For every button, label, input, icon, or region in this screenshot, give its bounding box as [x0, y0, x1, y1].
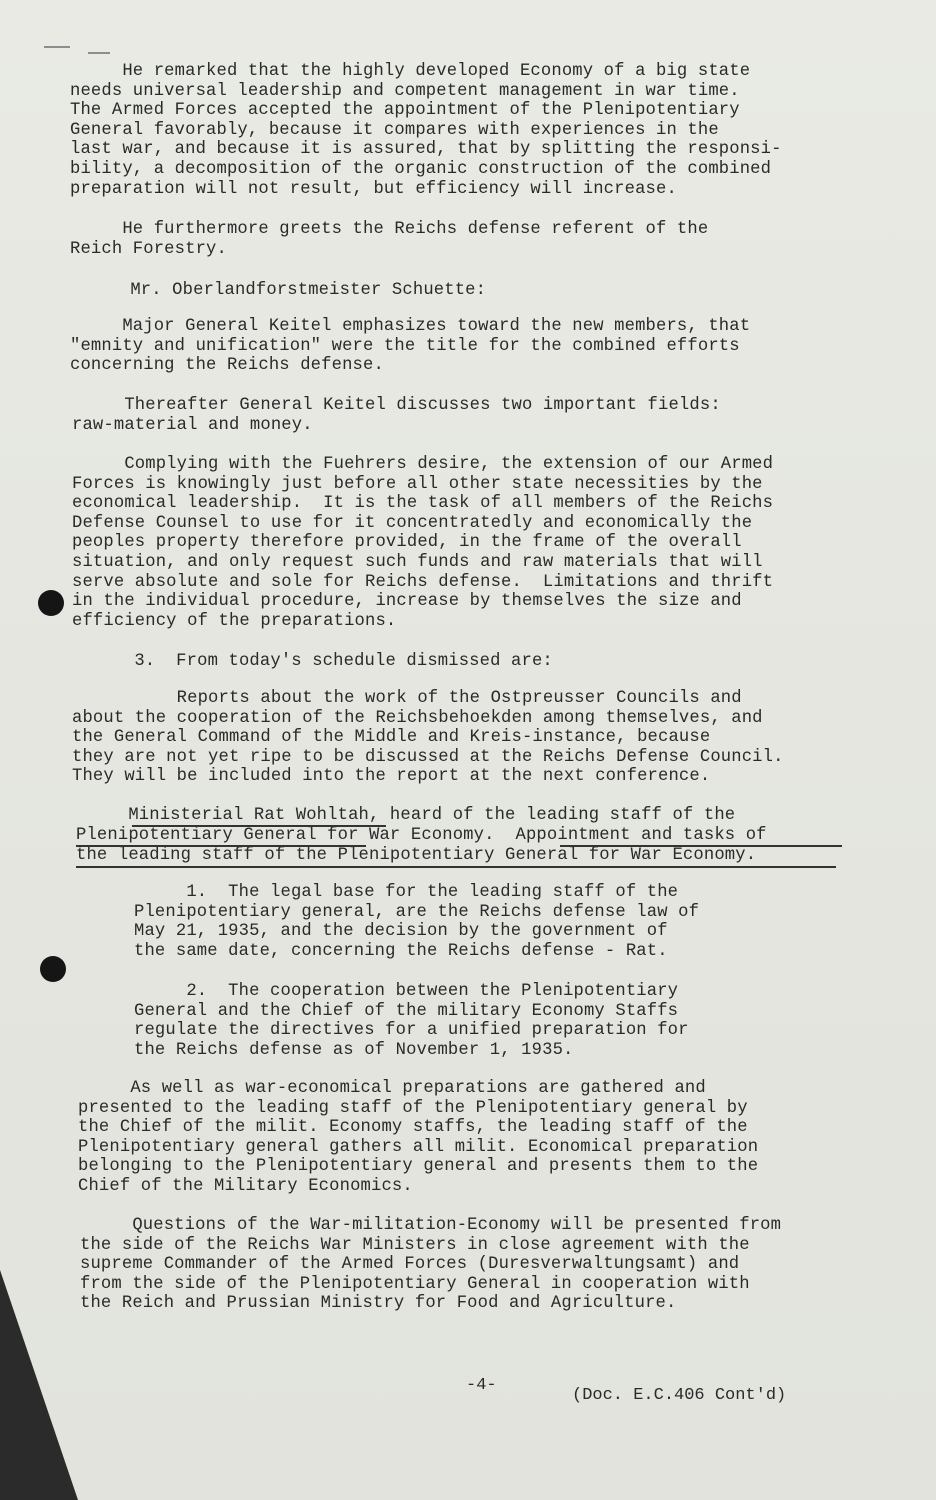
- paragraph-war-economical: As well as war-economical preparations are gathered and presented to the leading staff of the Plenipotentiary general by the Chief of the milit. Economy staffs, the leading staff of the Plenipotentiary general gathers all milit. Economical preparation belonging to the Plenipotentiary general and presents them to the Chief of the Military Economics.: [78, 1079, 759, 1196]
- scan-mark: [88, 52, 110, 54]
- paragraph-wohltah-line-1: Ministerial Rat Wohltah, heard of the leading staff of the: [76, 806, 736, 825]
- paragraph-schedule-dismissed: 3. From today's schedule dismissed are:: [82, 652, 553, 671]
- underline-rule: [560, 845, 842, 847]
- page-number: -4-: [466, 1376, 497, 1395]
- paragraph-fuehrer-desire: Complying with the Fuehrers desire, the extension of our Armed Forces is knowingly just before all other state necessities by the economical leadership. It is the task of all members of the Reichs Defense Counsel to use for it concentratedly and economically the peoples property therefore provided, in the frame of the overall situation, and only request such funds and raw materials that will serve absolute and sole for Reichs defense. Limitations and thrift in the individual procedure, increase by themselves the size and efficiency of the preparations.: [72, 455, 774, 631]
- paragraph-economy-leadership: He remarked that the highly developed Economy of a big state needs universal leadership and competent management in war time. The Armed Forces accepted the appointment of the Plenipotentiary General favorably, because it compares with experiences in the last war, and because it is assured, that by splitting the responsi- bility, a decomposition of the organic construction of the combined preparation will not result, but efficiency will increase.: [70, 62, 782, 199]
- paragraph-speaker-schuette: Mr. Oberlandforstmeister Schuette:: [78, 281, 487, 300]
- paragraph-wohltah-line-3: the leading staff of the Plenipotentiary General for War Economy.: [76, 846, 757, 865]
- scan-mark: [44, 46, 70, 48]
- paragraph-legal-base: 1. The legal base for the leading staff of the Plenipotentiary general, are the Reichs defense law of May 21, 1935, and the decision by the government of the same date, concerning the Reichs defense - Rat.: [134, 883, 700, 961]
- paragraph-forestry-greeting: He furthermore greets the Reichs defense referent of the Reich Forestry.: [70, 220, 709, 259]
- binder-hole: [38, 590, 64, 616]
- underline-rule: [76, 866, 836, 868]
- paragraph-cooperation: 2. The cooperation between the Plenipotentiary General and the Chief of the military Economy Staffs regulate the directives for a unified preparation for the Reichs defense as of November 1, 1935.: [134, 982, 689, 1060]
- underline-rule: [132, 825, 386, 827]
- binder-hole: [40, 956, 66, 982]
- underline-rule: [76, 845, 366, 847]
- paragraph-two-fields: Thereafter General Keitel discusses two important fields: raw-material and money.: [72, 396, 721, 435]
- paragraph-keitel-emphasizes: Major General Keitel emphasizes toward the new members, that "emnity and unification" were the title for the combined efforts concerning the Reichs defense.: [70, 317, 751, 376]
- document-reference: (Doc. E.C.406 Cont'd): [572, 1386, 787, 1405]
- page-corner-shadow: [0, 1270, 78, 1500]
- paragraph-reports-councils: Reports about the work of the Ostpreusser Councils and about the cooperation of the Reichsbehoekden among themselves, and the General Command of the Middle and Kreis-instance, because they are not yet ripe to be discussed at the Reichs Defense Council. They will be included into the report at the next conference.: [72, 689, 784, 787]
- paragraph-wohltah-line-2: Plenipotentiary General for War Economy. Appointment and tasks of: [76, 826, 767, 845]
- paragraph-war-militation: Questions of the War-militation-Economy will be presented from the side of the Reichs War Ministers in close agreement with the supreme Commander of the Armed Forces (Duresverwaltungsamt) and from the side of the Plenipotentiary General in cooperation with the Reich and Prussian Ministry for Food and Agriculture.: [80, 1216, 782, 1314]
